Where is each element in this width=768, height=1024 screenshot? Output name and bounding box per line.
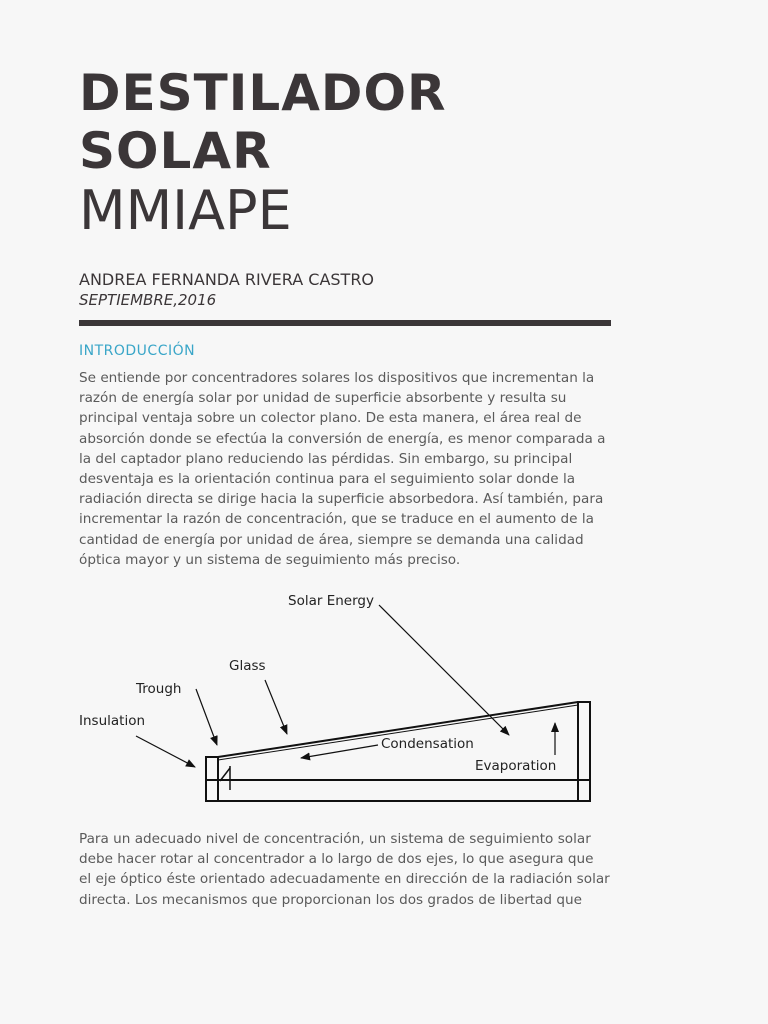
arrow-insulation (136, 736, 195, 767)
intro-paragraph (79, 368, 614, 570)
header-divider (79, 320, 611, 326)
document-date: SEPTIEMBRE,2016 (79, 291, 217, 309)
title-line-1: DESTILADOR (79, 64, 447, 122)
paragraph-line: la del captador plano reduciendo las pérdidas. Sin embargo, su principal (79, 450, 573, 467)
paragraph-line: directa. Los mecanismos que proporcionan los dos grados de libertad que (79, 891, 582, 908)
paragraph-line: desventaja es la orientación continua para el seguimiento solar donde la (79, 471, 576, 488)
diagram-arrows (136, 605, 555, 767)
paragraph-line: debe hacer rotar al concentrador a lo largo de dos ejes, lo que asegura que (79, 851, 594, 868)
right-wall (578, 702, 590, 801)
label-insulation: Insulation (79, 713, 146, 729)
paragraph-line: cantidad de energía por unidad de área, siempre se demanda una calidad (79, 531, 584, 548)
title-line-2: SOLAR (79, 122, 272, 180)
label-trough: Trough (136, 681, 182, 697)
section-heading-introduccion: INTRODUCCIÓN (79, 343, 196, 359)
paragraph-line: incrementar la razón de concentración, que se traduce en el aumento de la (79, 511, 594, 528)
paragraph-line: el eje óptico éste orientado adecuadamente en dirección de la radiación solar (79, 871, 610, 888)
paragraph-line: óptica mayor y un sistema de seguimiento más preciso. (79, 551, 461, 568)
paragraph-line: radiación directa se dirige hacia la superficie absorbedora. Así también, para (79, 491, 604, 508)
arrow-trough (196, 689, 217, 745)
paragraph-line: Para un adecuado nivel de concentración, un sistema de seguimiento solar (79, 831, 591, 847)
still-base (206, 780, 590, 801)
tracking-paragraph (79, 829, 614, 910)
paragraph-line: razón de energía solar por unidad de superficie absorbente y resulta su (79, 390, 567, 407)
title-subtitle: MMIAPE (79, 179, 292, 242)
paragraph-line: Se entiende por concentradores solares los dispositivos que incrementan la (79, 370, 595, 386)
arrow-condensation (301, 745, 378, 758)
arrow-solar-energy (379, 605, 509, 735)
label-glass: Glass (229, 658, 266, 674)
label-evaporation: Evaporation (475, 758, 557, 774)
author-name: ANDREA FERNANDA RIVERA CASTRO (79, 270, 375, 289)
arrow-glass (265, 680, 287, 734)
solar-still-diagram (79, 585, 612, 810)
label-condensation: Condensation (381, 736, 474, 752)
label-solar-energy: Solar Energy (288, 593, 374, 609)
paragraph-line: principal ventaja sobre un colector plano. De esta manera, el área real de (79, 410, 582, 427)
paragraph-line: absorción donde se efectúa la conversión de energía, es menor comparada a (79, 430, 606, 447)
